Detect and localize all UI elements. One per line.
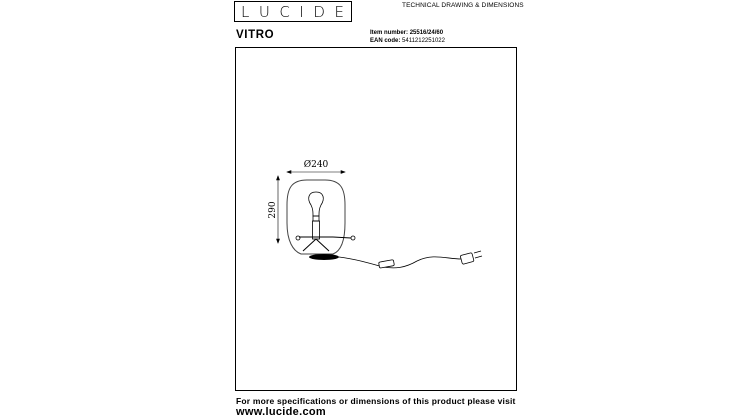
width-dimension bbox=[287, 171, 345, 174]
power-cable bbox=[339, 257, 461, 268]
tripod-legs bbox=[299, 237, 333, 251]
product-meta bbox=[370, 29, 445, 45]
logo-letter: D bbox=[313, 2, 326, 21]
lamp-base bbox=[309, 254, 339, 260]
logo-letter: C bbox=[279, 2, 291, 21]
ean-value: 5411212251022 bbox=[402, 38, 445, 44]
light-bulb bbox=[309, 192, 324, 239]
logo-letter: E bbox=[334, 2, 345, 21]
technical-drawing bbox=[235, 47, 517, 391]
item-number-row bbox=[370, 29, 445, 37]
logo-letter: L bbox=[241, 2, 251, 21]
inline-switch bbox=[379, 260, 395, 269]
logo-letter: U bbox=[258, 2, 271, 21]
glass-shade bbox=[287, 180, 345, 254]
logo-letter: I bbox=[299, 2, 305, 21]
leg-foot-left bbox=[296, 236, 300, 240]
website-link[interactable]: www.lucide.com bbox=[236, 406, 326, 418]
ean-label: EAN code: bbox=[370, 38, 401, 44]
width-dimension-label: Ø240 bbox=[303, 160, 329, 170]
product-name: VITRO bbox=[236, 29, 275, 41]
item-number-value: 25516/24/60 bbox=[409, 30, 444, 36]
leg-foot-right bbox=[351, 236, 355, 240]
height-dimension-label: 290 bbox=[268, 201, 278, 219]
item-number-label: Item number: bbox=[370, 30, 409, 36]
document-type-label: TECHNICAL DRAWING & DIMENSIONS bbox=[402, 2, 524, 9]
brand-logo bbox=[234, 1, 352, 22]
leg-right-extension bbox=[333, 237, 351, 238]
footer-note: For more specifications or dimensions of this product please visit bbox=[236, 396, 516, 406]
ean-row bbox=[370, 37, 445, 45]
logo-wordmark bbox=[234, 1, 352, 22]
power-plug bbox=[460, 251, 482, 264]
